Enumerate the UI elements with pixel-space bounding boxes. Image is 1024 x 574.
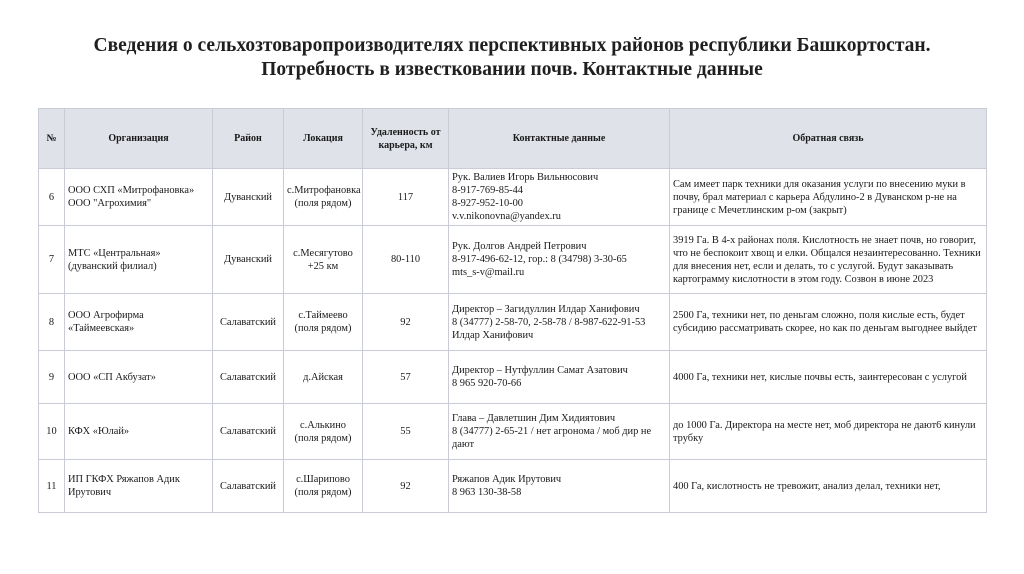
cell-feedback: до 1000 Га. Директора на месте нет, моб директора не дают6 кинули трубку bbox=[670, 404, 987, 460]
cell-organization: ООО «СП Акбузат» bbox=[65, 351, 213, 404]
table-row bbox=[39, 294, 987, 351]
header-distance: Удаленность от карьера, км bbox=[363, 109, 449, 169]
cell-contacts bbox=[449, 294, 670, 351]
header-organization: Организация bbox=[65, 109, 213, 169]
cell-location: д.Айская bbox=[284, 351, 363, 404]
contact-line: Илдар Ханифович bbox=[452, 329, 534, 341]
cell-num: 7 bbox=[39, 226, 65, 294]
cell-num: 6 bbox=[39, 169, 65, 226]
contact-line: 8-917-769-85-44 bbox=[452, 185, 523, 196]
cell-location: с.Месягутово +25 км bbox=[284, 226, 363, 294]
title-line-1: Сведения о сельхозтоваропроизводителях перспективных районов республики Башкортостан. bbox=[93, 35, 931, 56]
contact-line: 8 (34777) 2-65-21 / нет агронома / моб дир не bbox=[452, 426, 652, 437]
cell-contacts bbox=[449, 351, 670, 404]
cell-feedback: 4000 Га, техники нет, кислые почвы есть, заинтересован с услугой bbox=[670, 351, 987, 404]
contact-line: 8 963 130-38-58 bbox=[452, 487, 522, 498]
cell-num: 10 bbox=[39, 404, 65, 460]
table-row bbox=[39, 404, 987, 460]
cell-organization: ООО Агрофирма «Таймеевская» bbox=[65, 294, 213, 351]
cell-num: 11 bbox=[39, 460, 65, 513]
cell-distance: 55 bbox=[363, 404, 449, 460]
cell-contacts bbox=[449, 404, 670, 460]
contact-line: mts_s-v@mail.ru bbox=[452, 267, 525, 278]
table-header-row bbox=[39, 109, 987, 169]
contact-line: 8-917-496-62-12, гор.: 8 (34798) 3-30-65 bbox=[452, 254, 627, 265]
cell-organization: ИП ГКФХ Ряжапов Адик Ирутович bbox=[65, 460, 213, 513]
contact-line: Ряжапов Адик Ирутович bbox=[452, 474, 562, 485]
cell-num: 8 bbox=[39, 294, 65, 351]
header-location: Локация bbox=[284, 109, 363, 169]
cell-distance: 92 bbox=[363, 460, 449, 513]
table-row bbox=[39, 226, 987, 294]
cell-district: Салаватский bbox=[213, 294, 284, 351]
header-contacts: Контактные данные bbox=[449, 109, 670, 169]
title-line-2: Потребность в известковании почв. Контактные данные bbox=[261, 59, 763, 80]
contact-line: 8 965 920-70-66 bbox=[452, 378, 522, 389]
cell-district: Салаватский bbox=[213, 351, 284, 404]
cell-organization: ООО СХП «Митрофановка» ООО "Агрохимия" bbox=[65, 169, 213, 226]
cell-district: Дуванский bbox=[213, 169, 284, 226]
cell-organization: МТС «Центральная» (дуванский филиал) bbox=[65, 226, 213, 294]
cell-contacts bbox=[449, 226, 670, 294]
producers-table bbox=[38, 108, 987, 513]
table-row bbox=[39, 460, 987, 513]
cell-district: Дуванский bbox=[213, 226, 284, 294]
cell-location: с.Митрофановка (поля рядом) bbox=[284, 169, 363, 226]
cell-contacts bbox=[449, 169, 670, 226]
contact-line: Директор – Нутфуллин Самат Азатович bbox=[452, 365, 628, 376]
contact-line: Глава – Давлетшин Дим Хидиятович bbox=[452, 413, 616, 424]
cell-district: Салаватский bbox=[213, 404, 284, 460]
cell-contacts bbox=[449, 460, 670, 513]
contact-line: Рук. Валиев Игорь Вильнюсович bbox=[452, 172, 599, 183]
header-district: Район bbox=[213, 109, 284, 169]
cell-location: с.Шарипово (поля рядом) bbox=[284, 460, 363, 513]
table-row bbox=[39, 351, 987, 404]
cell-num: 9 bbox=[39, 351, 65, 404]
cell-feedback: 400 Га, кислотность не тревожит, анализ делал, техники нет, bbox=[670, 460, 987, 513]
cell-feedback: 2500 Га, техники нет, по деньгам сложно, поля кислые есть, будет субсидию рассматривать скорее, но как по деньгам выгоднее выйдет bbox=[670, 294, 987, 351]
contact-line: v.v.nikonovna@yandex.ru bbox=[452, 211, 561, 222]
contact-line: 8 (34777) 2-58-70, 2-58-78 / 8-987-622-91-53 bbox=[452, 316, 646, 328]
contact-line: дают bbox=[452, 439, 475, 450]
contact-line: Рук. Долгов Андрей Петрович bbox=[452, 241, 587, 252]
cell-distance: 117 bbox=[363, 169, 449, 226]
contact-line: Директор – Загидуллин Илдар Ханифович bbox=[452, 303, 640, 315]
cell-organization: КФХ «Юлай» bbox=[65, 404, 213, 460]
cell-distance: 80-110 bbox=[363, 226, 449, 294]
header-feedback: Обратная связь bbox=[670, 109, 987, 169]
page-title bbox=[0, 34, 1024, 82]
cell-location: с.Алькино (поля рядом) bbox=[284, 404, 363, 460]
cell-feedback: Сам имеет парк техники для оказания услуги по внесению муки в почву, брал материал с карьера Абдулино-2 в Дуванском р-не на границе с Мечетлинским р-ом (закрыт) bbox=[670, 169, 987, 226]
cell-distance: 57 bbox=[363, 351, 449, 404]
table-row bbox=[39, 169, 987, 226]
cell-district: Салаватский bbox=[213, 460, 284, 513]
header-num: № bbox=[39, 109, 65, 169]
contact-line: 8-927-952-10-00 bbox=[452, 198, 523, 209]
cell-feedback: 3919 Га. В 4-х районах поля. Кислотность не знает почв, но говорит, что не беспокоит хвощ и елки. Общался незаинтересованно. Техники для внесения нет, если и делать, то с услугой. Будут заказывать картограмму кислотности в этом году. Созвон в июне 2023 bbox=[670, 226, 987, 294]
cell-distance: 92 bbox=[363, 294, 449, 351]
cell-location: с.Таймеево (поля рядом) bbox=[284, 294, 363, 351]
